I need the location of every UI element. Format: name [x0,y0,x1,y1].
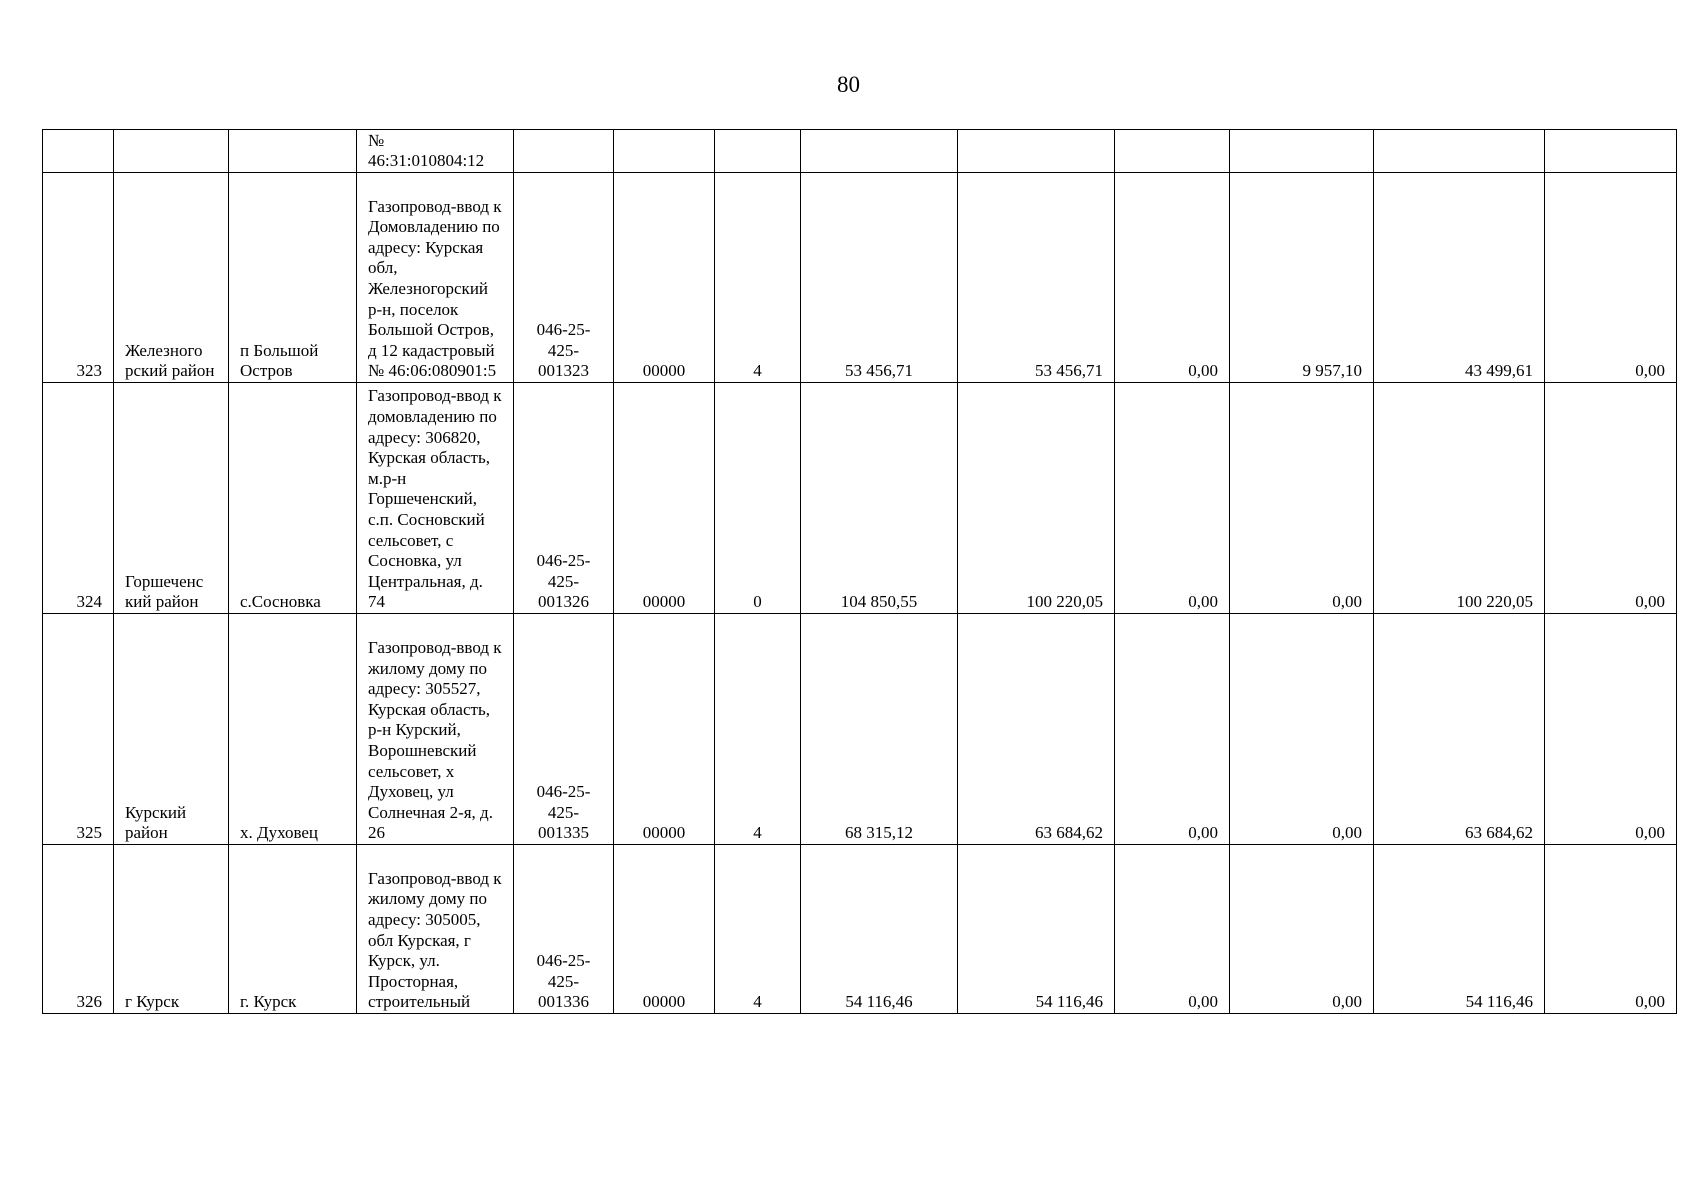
row-number-cell: 325 [43,614,114,845]
value-cell: 63 684,62 [1374,614,1545,845]
oktmo-cell: 00000 [614,173,715,383]
value-cell: 43 499,61 [1374,173,1545,383]
page-number: 80 [837,72,860,97]
oktmo-cell: 00000 [614,845,715,1014]
value-cell: 0,00 [1115,173,1230,383]
value-cell: 54 116,46 [1374,845,1545,1014]
table-row [43,845,1677,1014]
value-cell: 0,00 [1545,383,1677,614]
residual-cost-cell: 54 116,46 [958,845,1115,1014]
residual-cost-cell: 63 684,62 [958,614,1115,845]
inventory-code-cell: 046-25- 425- 001323 [514,173,614,383]
district-cell: Курский район [114,614,229,845]
registry-table [42,129,1677,1014]
value-cell: 0,00 [1115,614,1230,845]
initial-cost-cell: 53 456,71 [801,173,958,383]
row-number-cell: 324 [43,383,114,614]
settlement-cell: г. Курск [229,845,357,1014]
initial-cost-cell: 104 850,55 [801,383,958,614]
table-row [43,173,1677,383]
value-cell: 0,00 [1545,845,1677,1014]
oktmo-cell [614,130,715,173]
residual-cost-cell: 100 220,05 [958,383,1115,614]
district-cell: Горшеченс кий район [114,383,229,614]
value-cell: 100 220,05 [1374,383,1545,614]
group-cell [715,130,801,173]
oktmo-cell: 00000 [614,614,715,845]
value-cell: 0,00 [1230,614,1374,845]
group-cell: 0 [715,383,801,614]
table-row [43,614,1677,845]
row-number-cell: 323 [43,173,114,383]
district-cell: Железного рский район [114,173,229,383]
inventory-code-cell: 046-25- 425- 001335 [514,614,614,845]
object-description-cell: Газопровод-ввод к жилому дому по адресу: 305527, Курская область, р-н Курский, Ворошневский сельсовет, х Духовец, ул Солнечная 2-я, д. 26 [357,614,514,845]
group-cell: 4 [715,845,801,1014]
row-number-cell: 326 [43,845,114,1014]
object-description-cell: Газопровод-ввод к домовладению по адресу: 306820, Курская область, м.р-н Горшеченский, с.п. Сосновский сельсовет, с Сосновка, ул Центральная, д. 74 [357,383,514,614]
group-cell: 4 [715,614,801,845]
value-cell: 0,00 [1230,845,1374,1014]
initial-cost-cell [801,130,958,173]
inventory-code-cell [514,130,614,173]
table-row [43,130,1677,173]
district-cell [114,130,229,173]
oktmo-cell: 00000 [614,383,715,614]
settlement-cell: х. Духовец [229,614,357,845]
value-cell: 9 957,10 [1230,173,1374,383]
settlement-cell [229,130,357,173]
initial-cost-cell: 68 315,12 [801,614,958,845]
settlement-cell: с.Сосновка [229,383,357,614]
value-cell [1115,130,1230,173]
object-description-cell: Газопровод-ввод к жилому дому по адресу: 305005, обл Курская, г Курск, ул. Просторная, строительный [357,845,514,1014]
settlement-cell: п Большой Остров [229,173,357,383]
value-cell [1230,130,1374,173]
inventory-code-cell: 046-25- 425- 001336 [514,845,614,1014]
value-cell: 0,00 [1545,173,1677,383]
value-cell [1374,130,1545,173]
object-description-cell: № 46:31:010804:12 [357,130,514,173]
district-cell: г Курск [114,845,229,1014]
inventory-code-cell: 046-25- 425- 001326 [514,383,614,614]
value-cell: 0,00 [1230,383,1374,614]
value-cell: 0,00 [1115,845,1230,1014]
group-cell: 4 [715,173,801,383]
value-cell [1545,130,1677,173]
value-cell: 0,00 [1545,614,1677,845]
residual-cost-cell: 53 456,71 [958,173,1115,383]
initial-cost-cell: 54 116,46 [801,845,958,1014]
object-description-cell: Газопровод-ввод к Домовладению по адресу: Курская обл, Железногорский р-н, поселок Большой Остров, д 12 кадастровый № 46:06:080901:5 [357,173,514,383]
table-row [43,383,1677,614]
residual-cost-cell [958,130,1115,173]
value-cell: 0,00 [1115,383,1230,614]
row-number-cell [43,130,114,173]
